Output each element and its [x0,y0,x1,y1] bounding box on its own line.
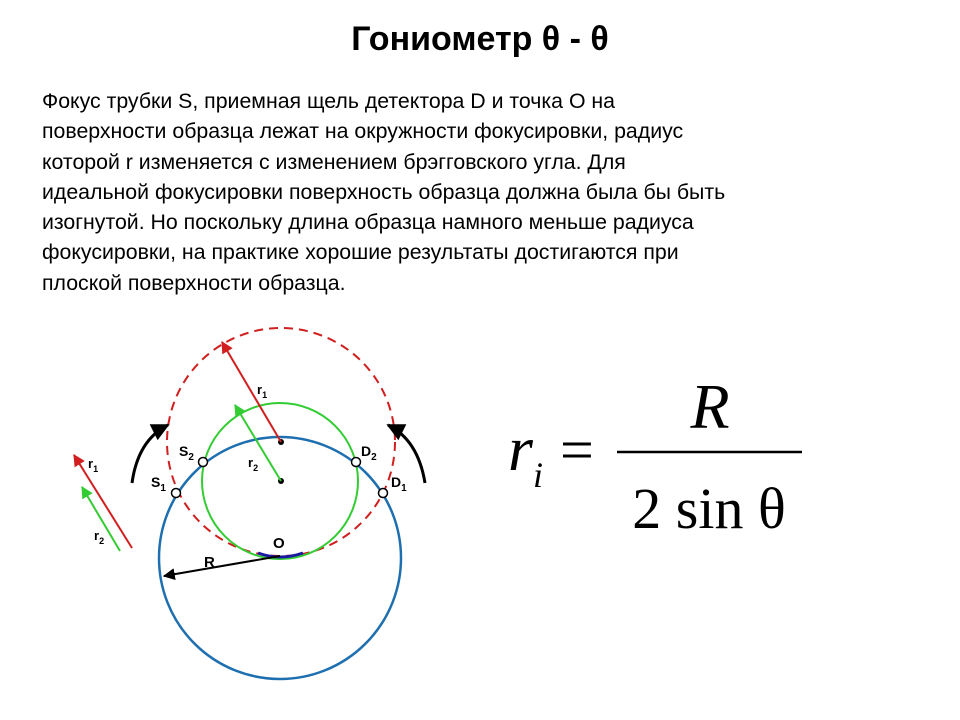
radius-arrow-R [164,556,280,576]
legend-arrow-r1 [74,455,132,548]
formula-denominator: 2 sin θ [632,476,786,541]
paragraph-line: Фокус трубки S, приемная щель детектора D и точка O на [42,89,616,113]
point-s2 [199,458,208,467]
formula [508,371,802,541]
label-d2: $D_2$ [361,443,377,463]
paragraph-line: поверхности образца лежат на окружности фокусировки, радиус [42,119,684,144]
label-r2-legend: $r_2$ [94,528,105,546]
label-r2-mid: $r_2$ [248,455,259,473]
label-r1-legend: $r_1$ [88,456,99,474]
label-o: O [273,535,285,552]
point-d1 [379,489,388,498]
slide-title: Гониометр θ - θ [351,20,609,58]
paragraph-line: плоской поверхности образца. [42,270,346,295]
label-s2: $S_2$ [179,443,194,463]
label-R: R [204,554,215,571]
label-r1-top: $r_1$ [257,382,268,400]
formula-lhs: r [508,413,533,484]
sample-surface [258,553,303,557]
paragraph-line: изогнутой. Но поскольку длина образца намного меньше радиуса [42,210,694,235]
paragraph-line: которой r изменяется с изменением брэгговского угла. Для [42,149,626,174]
paragraph-line: идеальной фокусировки поверхность образца должна была бы быть [42,179,726,204]
formula-lhs-subscript: i [533,455,544,495]
radius-arrow-r1 [222,342,281,442]
paragraph-line: фокусировки, на практике хорошие результаты достигаются при [42,240,679,265]
label-s1: $S_1$ [151,474,166,494]
point-d2 [352,458,361,467]
formula-equals: = [560,417,594,483]
formula-numerator: R [690,371,730,442]
point-s1 [172,489,181,498]
label-d1: $D_1$ [391,474,407,494]
rotation-arrow-left [132,425,168,483]
